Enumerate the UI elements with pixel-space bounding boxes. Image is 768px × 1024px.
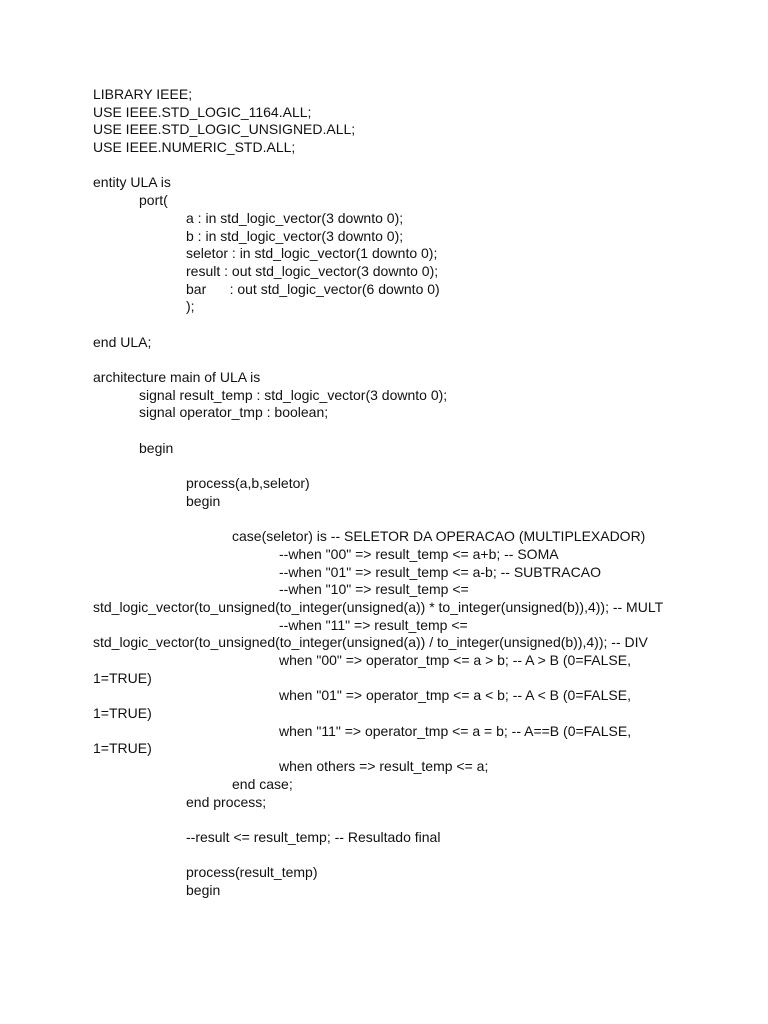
- code-line: when "01" => operator_tmp <= a < b; -- A < B (0=FALSE,: [279, 687, 631, 704]
- code-line: end process;: [186, 793, 267, 810]
- code-line: a : in std_logic_vector(3 downto 0);: [186, 209, 404, 226]
- code-line: LIBRARY IEEE;: [93, 86, 193, 102]
- code-line: std_logic_vector(to_unsigned(to_integer(unsigned(a)) * to_integer(unsigned(b)),4)); -- MULT: [93, 598, 664, 615]
- code-line: process(a,b,seletor): [186, 475, 310, 492]
- code-line: port(: [139, 192, 168, 209]
- code-line: when "11" => operator_tmp <= a = b; -- A==B (0=FALSE,: [279, 722, 632, 739]
- code-line: --when "10" => result_temp <=: [279, 581, 469, 598]
- code-line: end case;: [232, 775, 293, 792]
- code-line: 1=TRUE): [93, 669, 152, 686]
- blank-line: [93, 351, 693, 369]
- code-line: process(result_temp): [186, 864, 318, 881]
- code-line: begin: [139, 439, 174, 456]
- code-line: when "00" => operator_tmp <= a > b; -- A > B (0=FALSE,: [279, 652, 631, 668]
- code-line: begin: [186, 881, 221, 898]
- code-line: --when "00" => result_temp <= a+b; -- SOMA: [279, 545, 559, 562]
- blank-line: [93, 457, 693, 475]
- code-line: std_logic_vector(to_unsigned(to_integer(unsigned(a)) / to_integer(unsigned(b)),4)); -- DIV: [93, 634, 648, 651]
- blank-line: [93, 511, 693, 529]
- code-line: entity ULA is: [93, 174, 171, 191]
- blank-line: [93, 422, 693, 440]
- code-line: result : out std_logic_vector(3 downto 0);: [186, 262, 439, 279]
- code-line: architecture main of ULA is: [93, 369, 261, 385]
- code-line: signal operator_tmp : boolean;: [139, 404, 329, 421]
- code-line: --when "01" => result_temp <= a-b; -- SUBTRACAO: [279, 563, 601, 580]
- code-line: --when "11" => result_temp <=: [279, 616, 468, 633]
- blank-line: [93, 847, 693, 865]
- code-line: end ULA;: [93, 333, 152, 350]
- code-line: 1=TRUE): [93, 740, 152, 757]
- blank-line: [93, 811, 693, 829]
- code-line: bar : out std_logic_vector(6 downto 0): [186, 280, 440, 297]
- code-line: USE IEEE.STD_LOGIC_UNSIGNED.ALL;: [93, 121, 356, 138]
- code-line: --result <= result_temp; -- Resultado final: [186, 828, 441, 845]
- code-line: 1=TRUE): [93, 705, 152, 722]
- vhdl-code-listing: [93, 86, 693, 900]
- code-line: begin: [186, 492, 221, 509]
- code-line: seletor : in std_logic_vector(1 downto 0);: [186, 245, 438, 262]
- code-line: );: [186, 298, 195, 315]
- code-line: b : in std_logic_vector(3 downto 0);: [186, 227, 404, 244]
- code-line: USE IEEE.STD_LOGIC_1164.ALL;: [93, 103, 312, 120]
- code-line: signal result_temp : std_logic_vector(3 downto 0);: [139, 386, 448, 403]
- code-line: USE IEEE.NUMERIC_STD.ALL;: [93, 139, 296, 156]
- code-line: case(seletor) is -- SELETOR DA OPERACAO (MULTIPLEXADOR): [232, 528, 646, 545]
- code-line: when others => result_temp <= a;: [279, 758, 489, 775]
- blank-line: [93, 157, 693, 175]
- blank-line: [93, 316, 693, 334]
